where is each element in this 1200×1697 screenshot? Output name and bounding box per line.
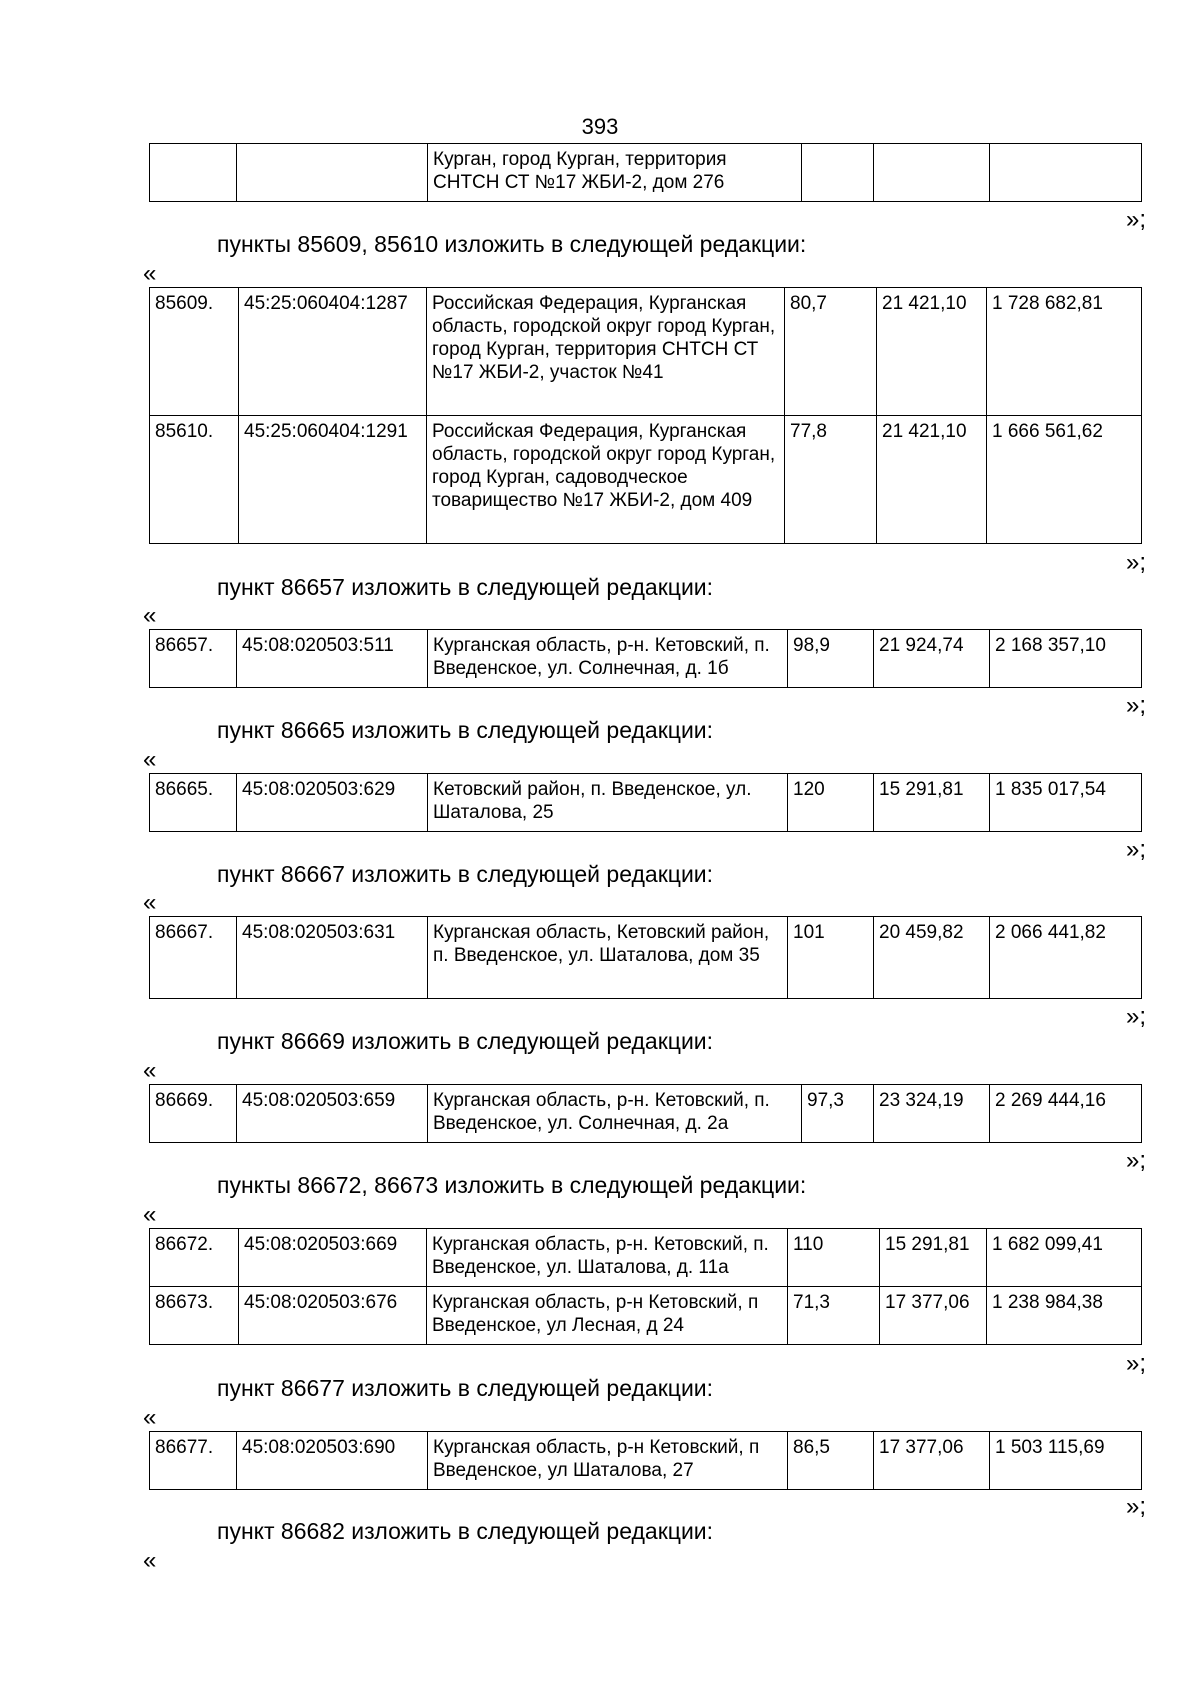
cell-rate: 15 291,81: [880, 1229, 987, 1287]
amendment-table: [149, 1228, 1142, 1345]
cell-cadastral: 45:25:060404:1287: [239, 288, 427, 416]
table-row: [150, 1287, 1142, 1345]
cell-address: Курган, город Курган, территория СНТСН СТ №17 ЖБИ-2, дом 276: [428, 144, 802, 202]
cell-value: 1 682 099,41: [987, 1229, 1142, 1287]
cell-rate: 17 377,06: [880, 1287, 987, 1345]
cell-cadastral: 45:08:020503:669: [239, 1229, 427, 1287]
closing-quote: »;: [1126, 1003, 1147, 1030]
closing-quote: »;: [1126, 1147, 1147, 1174]
cell-rate: 17 377,06: [874, 1432, 990, 1490]
section-heading: пункт 86667 изложить в следующей редакции:: [217, 861, 714, 887]
opening-quote: «: [143, 602, 157, 629]
table-row: [150, 288, 1142, 416]
cell-cadastral: 45:08:020503:690: [237, 1432, 428, 1490]
cell-address: Курганская область, р-н. Кетовский, п. Введенское, ул. Солнечная, д. 1б: [428, 630, 788, 688]
section-heading: пункты 86672, 86673 изложить в следующей редакции:: [217, 1172, 807, 1198]
amendment-table: [149, 773, 1142, 832]
cell-rate: 21 421,10: [877, 288, 987, 416]
closing-quote: »;: [1126, 549, 1147, 576]
cell-num: 86672.: [150, 1229, 239, 1287]
cell-value: 2 168 357,10: [990, 630, 1142, 688]
cell-num: 86657.: [150, 630, 237, 688]
cell-cadastral: 45:08:020503:631: [237, 917, 428, 999]
cell-address: Курганская область, р-н. Кетовский, п. Введенское, ул. Солнечная, д. 2а: [428, 1085, 802, 1143]
table-row: [150, 774, 1142, 832]
cell-value: 1 666 561,62: [987, 416, 1142, 544]
closing-quote: »;: [1126, 836, 1147, 863]
cell-rate: 15 291,81: [874, 774, 990, 832]
section-heading: пункт 86677 изложить в следующей редакции:: [217, 1375, 714, 1401]
amendment-table: [149, 287, 1142, 544]
cell-address: Российская Федерация, Курганская область, городской округ город Курган, город Курган, территория СНТСН СТ №17 ЖБИ-2, участок №41: [427, 288, 785, 416]
opening-quote: «: [143, 260, 157, 287]
cell-cadastral: [237, 144, 428, 202]
cell-value: 2 269 444,16: [990, 1085, 1142, 1143]
cell-rate: 21 924,74: [874, 630, 990, 688]
cell-value: 1 728 682,81: [987, 288, 1142, 416]
cell-area: 80,7: [785, 288, 877, 416]
closing-quote: »;: [1126, 692, 1147, 719]
cell-value: 2 066 441,82: [990, 917, 1142, 999]
amendment-table: [149, 629, 1142, 688]
cell-num: 86673.: [150, 1287, 239, 1345]
cell-rate: 20 459,82: [874, 917, 990, 999]
section-heading: пункт 86665 изложить в следующей редакции:: [217, 717, 714, 743]
opening-quote: «: [143, 746, 157, 773]
table-row: [150, 1432, 1142, 1490]
section-heading: пункт 86657 изложить в следующей редакции:: [217, 574, 714, 600]
table-row: [150, 1085, 1142, 1143]
opening-quote: «: [143, 1057, 157, 1084]
cell-rate: 21 421,10: [877, 416, 987, 544]
cell-num: 86669.: [150, 1085, 237, 1143]
opening-quote: «: [143, 1201, 157, 1228]
cell-area: 86,5: [788, 1432, 874, 1490]
section-heading: пункт 86682 изложить в следующей редакции:: [217, 1518, 714, 1544]
cell-rate: [874, 144, 990, 202]
cell-value: 1 238 984,38: [987, 1287, 1142, 1345]
cell-cadastral: 45:08:020503:659: [237, 1085, 428, 1143]
opening-quote: «: [143, 1404, 157, 1431]
cell-address: Кетовский район, п. Введенское, ул. Шаталова, 25: [428, 774, 788, 832]
amendment-table: [149, 1084, 1142, 1143]
cell-address: Курганская область, р-н. Кетовский, п. Введенское, ул. Шаталова, д. 11а: [427, 1229, 788, 1287]
cell-num: 85609.: [150, 288, 239, 416]
cell-value: 1 835 017,54: [990, 774, 1142, 832]
cell-value: 1 503 115,69: [990, 1432, 1142, 1490]
section-heading: пункты 85609, 85610 изложить в следующей редакции:: [217, 231, 807, 257]
closing-quote: »;: [1126, 1350, 1147, 1377]
page-number: 393: [581, 114, 619, 139]
cell-rate: 23 324,19: [874, 1085, 990, 1143]
cell-area: 110: [788, 1229, 880, 1287]
cell-num: 85610.: [150, 416, 239, 544]
cell-cadastral: 45:08:020503:629: [237, 774, 428, 832]
cell-num: 86665.: [150, 774, 237, 832]
opening-quote: «: [143, 889, 157, 916]
cell-area: [802, 144, 874, 202]
cell-address: Курганская область, Кетовский район, п. Введенское, ул. Шаталова, дом 35: [428, 917, 788, 999]
table-row: [150, 144, 1142, 202]
cell-area: 101: [788, 917, 874, 999]
cell-address: Курганская область, р-н Кетовский, п Введенское, ул Шаталова, 27: [428, 1432, 788, 1490]
section-heading: пункт 86669 изложить в следующей редакции:: [217, 1028, 714, 1054]
cell-cadastral: 45:08:020503:511: [237, 630, 428, 688]
opening-quote: «: [143, 1547, 157, 1574]
cell-address: Российская Федерация, Курганская область, городской округ город Курган, город Курган, садоводческое товарищество №17 ЖБИ-2, дом 409: [427, 416, 785, 544]
table-row: [150, 917, 1142, 999]
cell-area: 97,3: [802, 1085, 874, 1143]
cell-num: 86677.: [150, 1432, 237, 1490]
cell-cadastral: 45:08:020503:676: [239, 1287, 427, 1345]
cell-area: 71,3: [788, 1287, 880, 1345]
closing-quote: »;: [1126, 1493, 1147, 1520]
cell-area: 120: [788, 774, 874, 832]
closing-quote: »;: [1126, 206, 1147, 233]
cell-area: 98,9: [788, 630, 874, 688]
cell-num: [150, 144, 237, 202]
cell-value: [990, 144, 1142, 202]
continuation-table: [149, 143, 1142, 202]
cell-cadastral: 45:25:060404:1291: [239, 416, 427, 544]
cell-num: 86667.: [150, 917, 237, 999]
table-row: [150, 1229, 1142, 1287]
amendment-table: [149, 916, 1142, 999]
table-row: [150, 416, 1142, 544]
cell-address: Курганская область, р-н Кетовский, п Введенское, ул Лесная, д 24: [427, 1287, 788, 1345]
table-row: [150, 630, 1142, 688]
cell-area: 77,8: [785, 416, 877, 544]
amendment-table: [149, 1431, 1142, 1490]
